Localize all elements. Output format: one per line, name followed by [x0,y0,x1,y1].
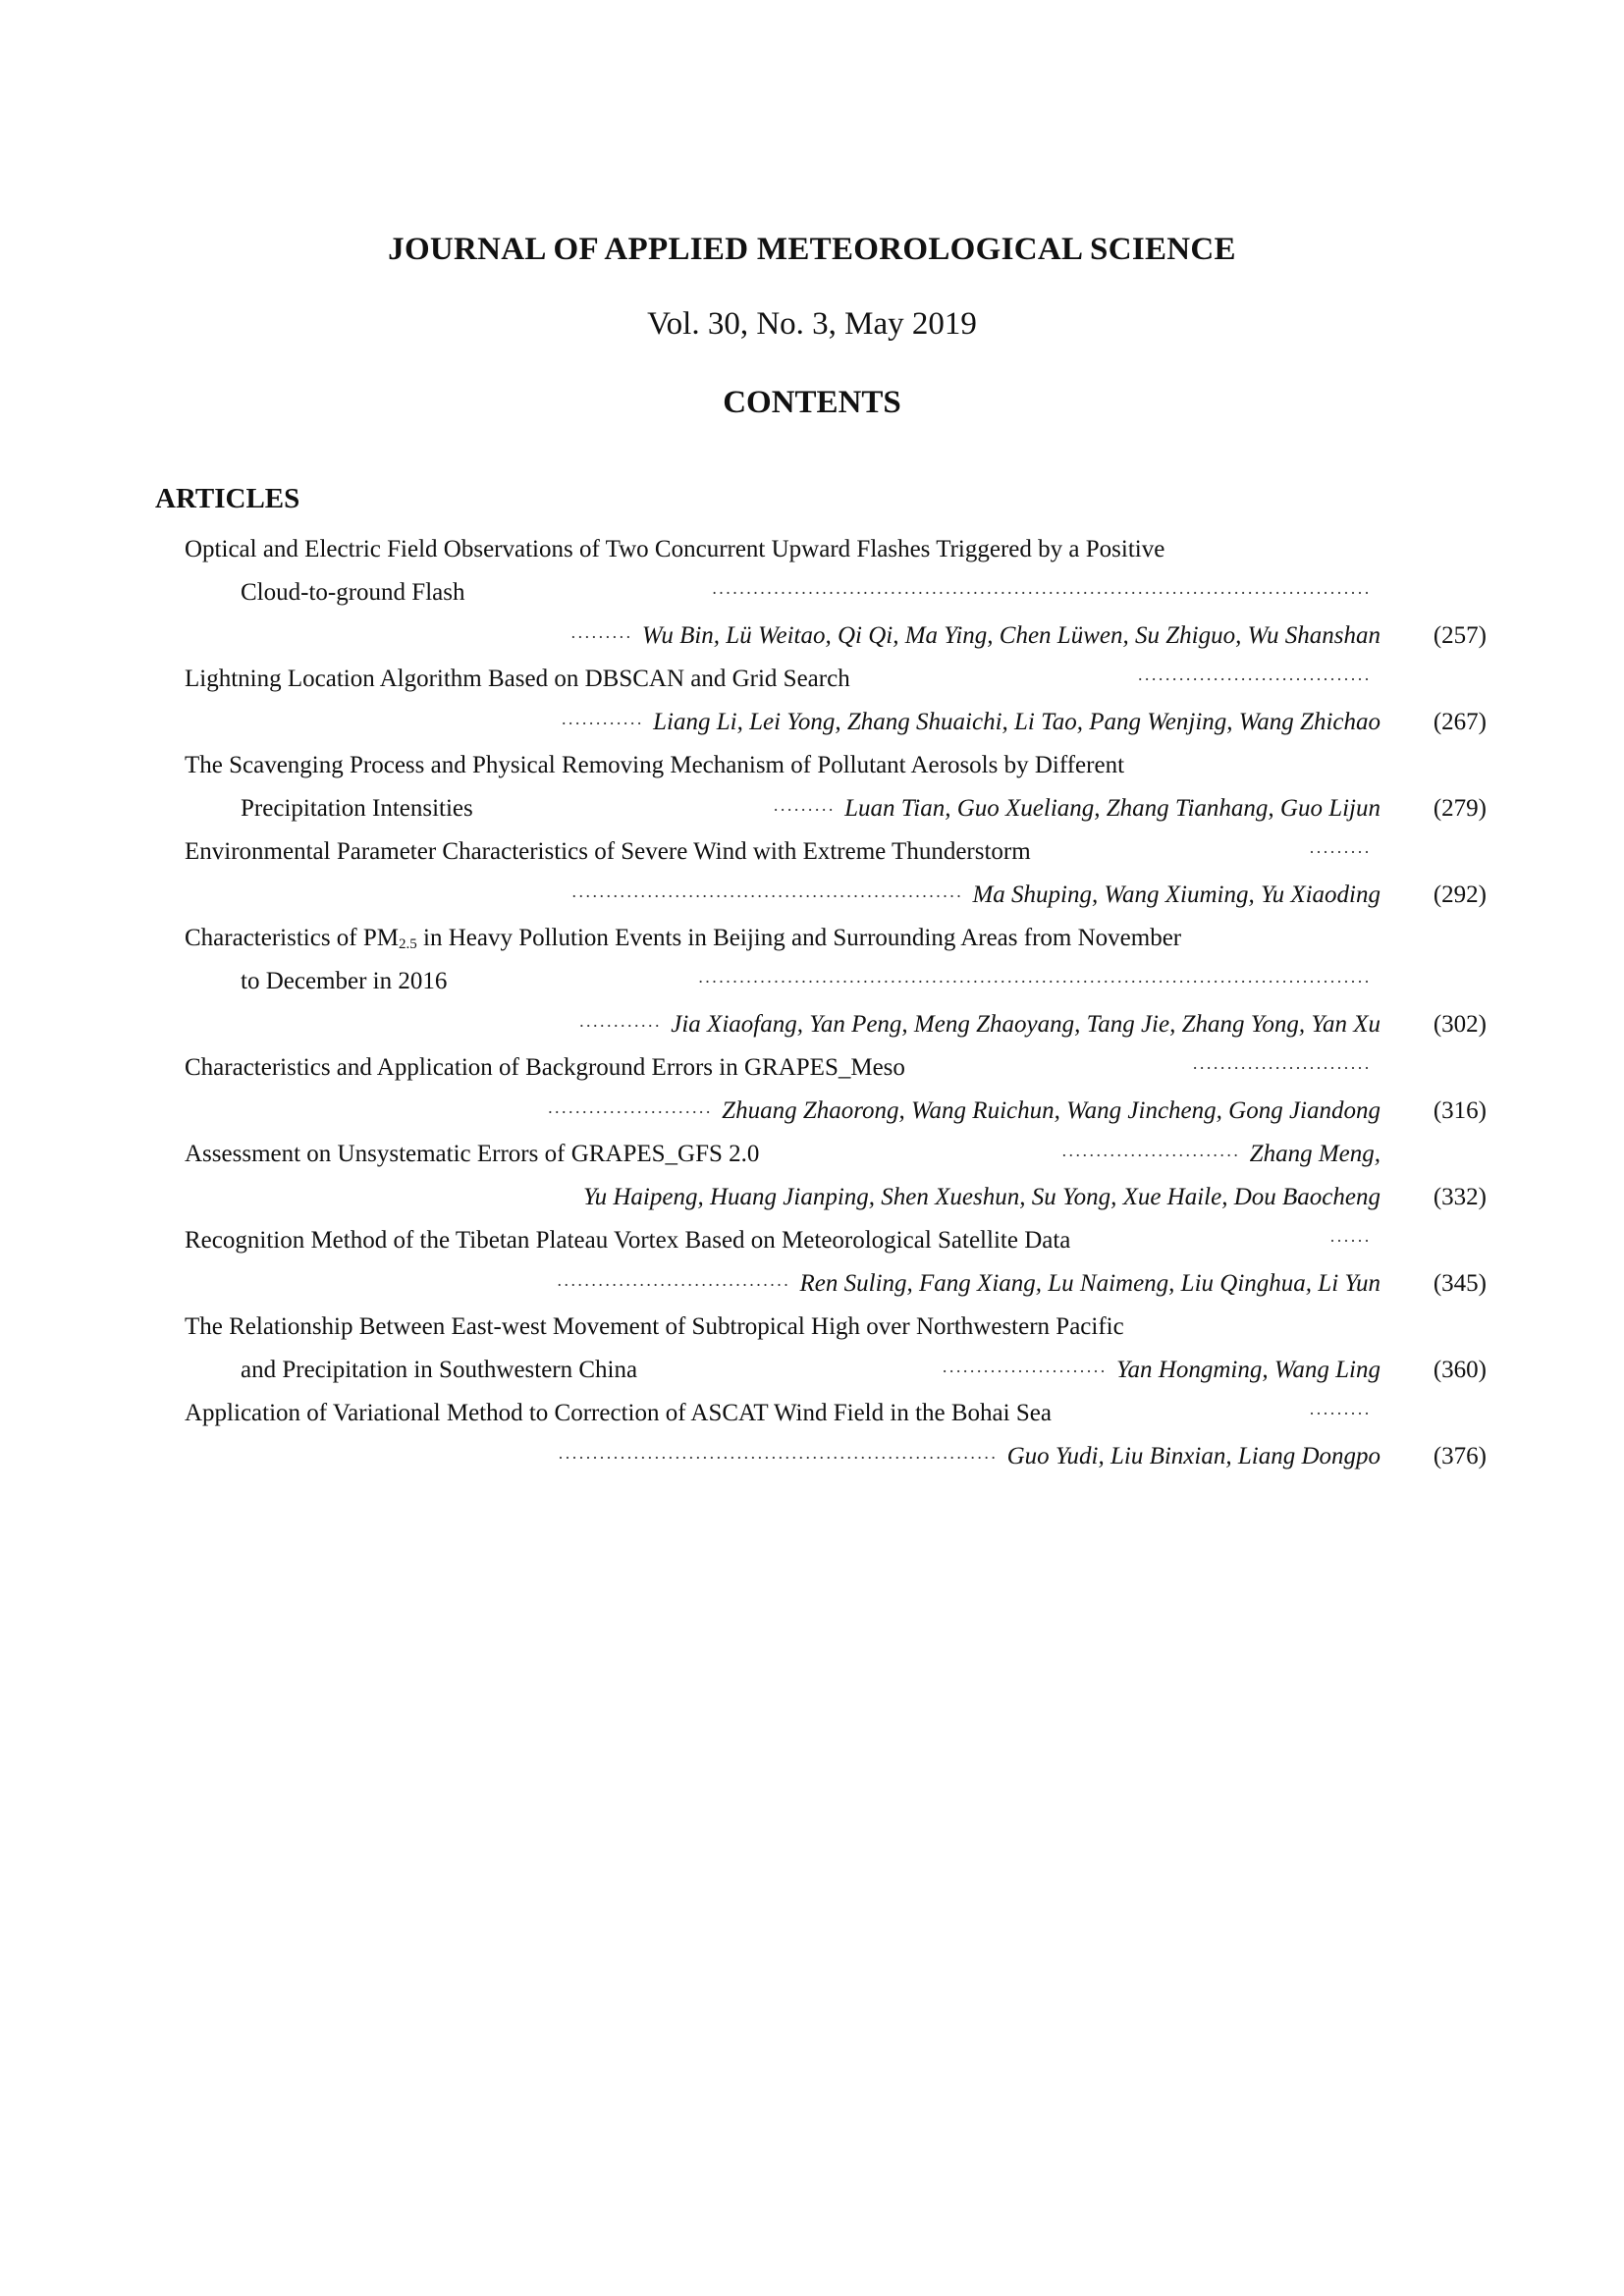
toc-title-line [185,571,1487,614]
article-authors: Luan Tian, Guo Xueliang, Zhang Tianhang, Guo Lijun [844,795,1380,822]
page-number[interactable]: (279) [1433,795,1487,822]
toc-title-line [185,658,1487,701]
toc-author-line [185,1262,1487,1306]
toc-author-line [185,874,1487,917]
article-authors: Wu Bin, Lü Weitao, Qi Qi, Ma Ying, Chen Lüwen, Su Zhiguo, Wu Shanshan [641,622,1380,649]
leader-dots: ························ [942,1362,1107,1381]
leader-dots: ·································· [1137,669,1371,689]
toc-author-line [185,701,1487,744]
article-authors: Zhuang Zhaorong, Wang Ruichun, Wang Jincheng, Gong Jiandong [722,1097,1380,1124]
leader-dots: ········· [1309,1404,1371,1423]
toc-author-line [185,1435,1487,1478]
article-authors: Yan Hongming, Wang Ling [1115,1357,1380,1383]
leader-dots: ········· [1309,842,1371,862]
toc-title-line [185,960,1487,1003]
article-title[interactable]: The Scavenging Process and Physical Removing Mechanism of Pollutant Aerosols by Different [185,752,1125,778]
leader-dots: ·································································································· [697,972,1371,991]
page-number[interactable]: (332) [1433,1184,1487,1210]
article-title[interactable]: The Relationship Between East-west Movement of Subtropical High over Northwestern Pacific [185,1313,1124,1340]
article-title[interactable]: Recognition Method of the Tibetan Plateau Vortex Based on Meteorological Satellite Data [185,1227,1071,1254]
leader-dots: ························ [547,1102,713,1122]
contents-heading: CONTENTS [723,385,901,420]
article-title[interactable]: Lightning Location Algorithm Based on DBSCAN and Grid Search [185,666,850,692]
toc-title-line [185,1349,1487,1392]
article-authors: Ren Suling, Fang Xiang, Lu Naimeng, Liu Qinghua, Li Yun [799,1270,1380,1297]
leader-dots: ································································································ [711,583,1371,603]
toc-title-line [185,744,1487,787]
article-title[interactable]: Optical and Electric Field Observations of Two Concurrent Upward Flashes Triggered by a Positive [185,536,1165,562]
leader-dots: ·························· [1060,1146,1240,1165]
article-title[interactable]: and Precipitation in Southwestern China [241,1357,638,1383]
leader-dots: ········· [773,800,836,820]
journal-title: JOURNAL OF APPLIED METEOROLOGICAL SCIENCE [388,232,1236,267]
leader-dots: ········· [569,627,632,647]
article-authors: Zhang Meng, [1249,1141,1380,1167]
page-number[interactable]: (257) [1433,622,1487,649]
article-title[interactable]: Application of Variational Method to Correction of ASCAT Wind Field in the Bohai Sea [185,1400,1052,1426]
article-title[interactable]: to December in 2016 [241,968,448,994]
title-part: in Heavy Pollution Events in Beijing and Surrounding Areas from November [416,925,1182,951]
page-number[interactable]: (376) [1433,1443,1487,1469]
leader-dots: ·························· [1192,1058,1371,1078]
page-number[interactable]: (345) [1433,1270,1487,1297]
article-title[interactable] [185,917,1181,966]
article-authors: Ma Shuping, Wang Xiuming, Yu Xiaoding [972,881,1380,908]
toc-author-line [185,1090,1487,1133]
toc-author-line [185,614,1487,658]
toc-title-line [185,1306,1487,1349]
article-authors: Liang Li, Lei Yong, Zhang Shuaichi, Li Tao, Pang Wenjing, Wang Zhichao [653,709,1380,735]
page-number[interactable]: (302) [1433,1011,1487,1038]
toc-title-line [185,1133,1487,1176]
toc-title-line [185,1046,1487,1090]
leader-dots: ································································ [558,1448,998,1468]
toc-title-line [185,1219,1487,1262]
issue-info: Vol. 30, No. 3, May 2019 [647,306,977,342]
leader-dots: ······ [1329,1231,1371,1251]
article-title[interactable]: Characteristics and Application of Background Errors in GRAPES_Meso [185,1054,905,1081]
page-number[interactable]: (267) [1433,709,1487,735]
toc-author-line [185,1003,1487,1046]
leader-dots: ························································· [570,886,963,906]
leader-dots: ·································· [556,1275,790,1295]
toc-author-line [185,1176,1487,1219]
page-number[interactable]: (292) [1433,881,1487,908]
leader-dots: ············ [561,714,644,733]
page-number[interactable]: (360) [1433,1357,1487,1383]
article-title[interactable]: Precipitation Intensities [241,795,473,822]
article-title[interactable]: Environmental Parameter Characteristics of Severe Wind with Extreme Thunderstorm [185,838,1031,865]
article-authors: Guo Yudi, Liu Binxian, Liang Dongpo [1006,1443,1380,1469]
subscript: 2.5 [399,936,417,952]
title-part: Characteristics of PM [185,925,400,951]
article-title[interactable]: Assessment on Unsystematic Errors of GRAPES_GFS 2.0 [185,1141,760,1167]
toc-title-line [185,1392,1487,1435]
page-number[interactable]: (316) [1433,1097,1487,1124]
table-of-contents [185,528,1487,1478]
article-title[interactable]: Cloud-to-ground Flash [241,579,465,606]
article-authors: Yu Haipeng, Huang Jianping, Shen Xueshun, Su Yong, Xue Haile, Dou Baocheng [583,1184,1380,1210]
leader-dots: ············ [578,1016,662,1036]
toc-title-line [185,528,1487,571]
toc-title-line [185,917,1487,960]
section-heading: ARTICLES [155,483,300,514]
toc-title-line [185,787,1487,830]
article-authors: Jia Xiaofang, Yan Peng, Meng Zhaoyang, Tang Jie, Zhang Yong, Yan Xu [671,1011,1380,1038]
toc-title-line [185,830,1487,874]
